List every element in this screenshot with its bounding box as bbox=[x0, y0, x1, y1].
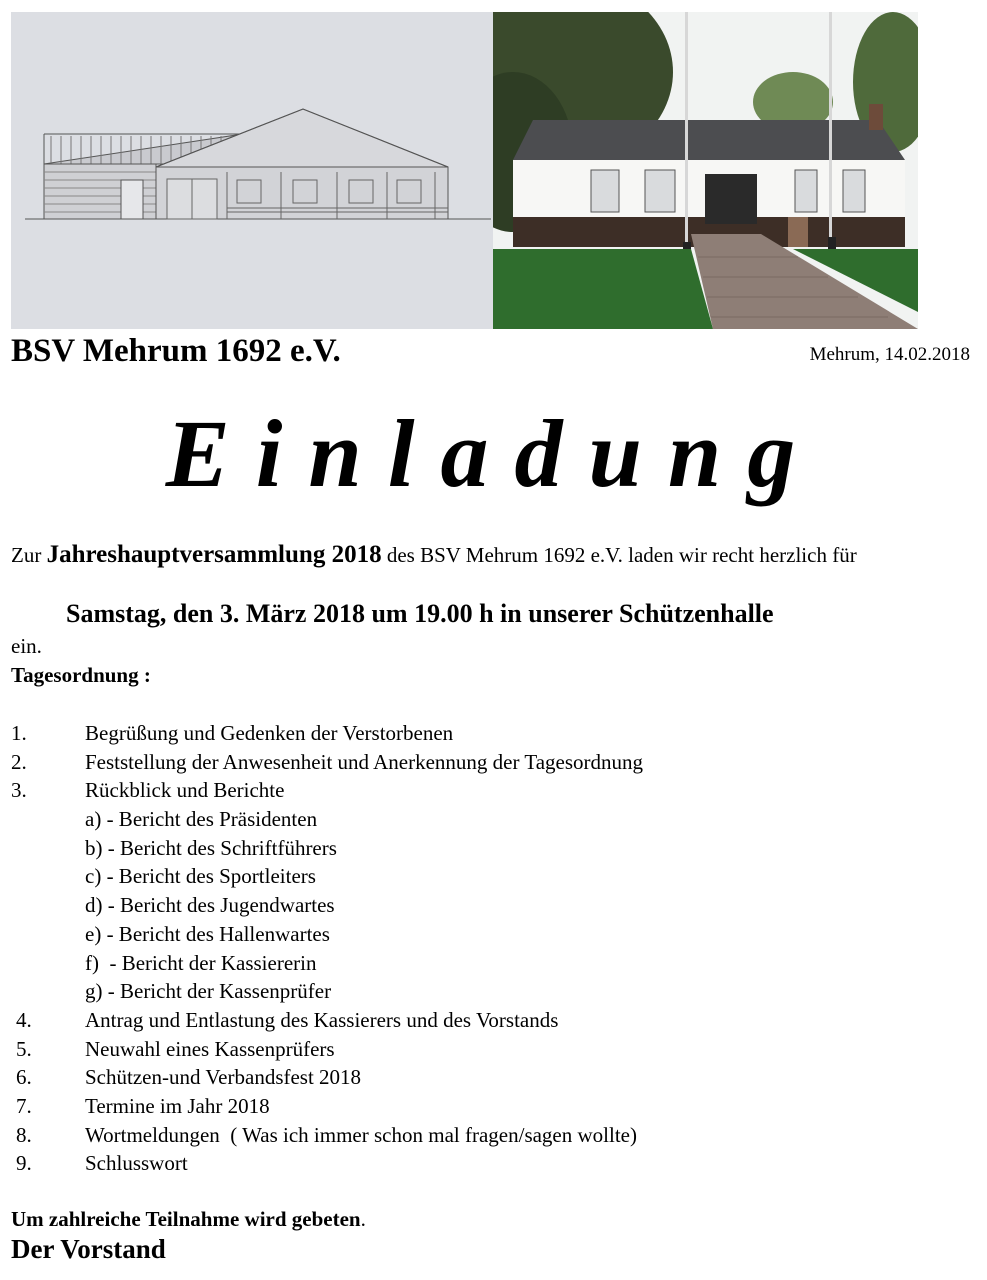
closing-text bbox=[11, 1207, 366, 1232]
agenda-item-number: 8. bbox=[16, 1122, 32, 1147]
closing-bold: Um zahlreiche Teilnahme wird gebeten bbox=[11, 1207, 361, 1231]
agenda-item-number: 1. bbox=[11, 721, 27, 745]
agenda-item-text: Wortmeldungen ( Was ich immer schon mal fragen/sagen wollte) bbox=[85, 1122, 637, 1147]
intro-meeting-name: Jahreshauptversammlung 2018 bbox=[46, 541, 382, 568]
intro-part2: des BSV Mehrum 1692 e.V. laden wir recht herzlich für bbox=[381, 543, 857, 567]
agenda-item-number: 4. bbox=[16, 1007, 32, 1032]
agenda-subitem-text: a) - Bericht des Präsidenten bbox=[85, 807, 318, 832]
agenda-subitem-text: f) - Bericht der Kassiererin bbox=[85, 950, 317, 975]
agenda-subitem-text: g) - Bericht der Kassenprüfer bbox=[85, 979, 332, 1004]
place-date: Mehrum, 14.02.2018 bbox=[809, 344, 970, 365]
agenda-subitem-text: d) - Bericht des Jugendwartes bbox=[85, 893, 335, 918]
agenda-subitem-text: b) - Bericht des Schriftführers bbox=[85, 835, 337, 860]
intro-text bbox=[11, 539, 971, 571]
agenda-item-number: 7. bbox=[16, 1093, 32, 1118]
signature: Der Vorstand bbox=[11, 1234, 166, 1264]
agenda-subitem-text: e) - Bericht des Hallenwartes bbox=[85, 921, 330, 946]
header-images bbox=[11, 12, 918, 329]
page-title: Einladung bbox=[165, 400, 822, 507]
agenda-item-text: Antrag und Entlastung des Kassierers und des Vorstands bbox=[85, 1007, 559, 1032]
closing-dot: . bbox=[360, 1207, 366, 1231]
intro-part1: Zur bbox=[11, 543, 47, 567]
building-photo-image bbox=[493, 12, 918, 329]
agenda-item-text: Rückblick und Berichte bbox=[85, 778, 285, 803]
intro-end: ein. bbox=[11, 634, 42, 658]
agenda-item-number: 2. bbox=[11, 749, 27, 774]
agenda-item-text: Begrüßung und Gedenken der Verstorbenen bbox=[85, 721, 454, 745]
building-sketch-image bbox=[11, 12, 493, 329]
agenda-item-text: Termine im Jahr 2018 bbox=[85, 1093, 270, 1118]
meeting-date-time: Samstag, den 3. März 2018 um 19.00 h in unserer Schützenhalle bbox=[66, 599, 774, 628]
agenda-title: Tagesordnung : bbox=[11, 663, 151, 687]
agenda-item-text: Feststellung der Anwesenheit und Anerkennung der Tagesordnung bbox=[85, 749, 644, 774]
agenda-item-number: 6. bbox=[16, 1065, 32, 1090]
club-name: BSV Mehrum 1692 e.V. bbox=[11, 333, 341, 369]
agenda-item-number: 9. bbox=[16, 1151, 32, 1176]
agenda-item-number: 5. bbox=[16, 1036, 32, 1061]
agenda-item-number: 3. bbox=[11, 778, 27, 803]
agenda-subitem-text: c) - Bericht des Sportleiters bbox=[85, 864, 316, 889]
agenda-item-text: Schlusswort bbox=[85, 1151, 188, 1176]
agenda-item-text: Neuwahl eines Kassenprüfers bbox=[85, 1036, 335, 1061]
agenda-item-text: Schützen-und Verbandsfest 2018 bbox=[85, 1065, 362, 1090]
